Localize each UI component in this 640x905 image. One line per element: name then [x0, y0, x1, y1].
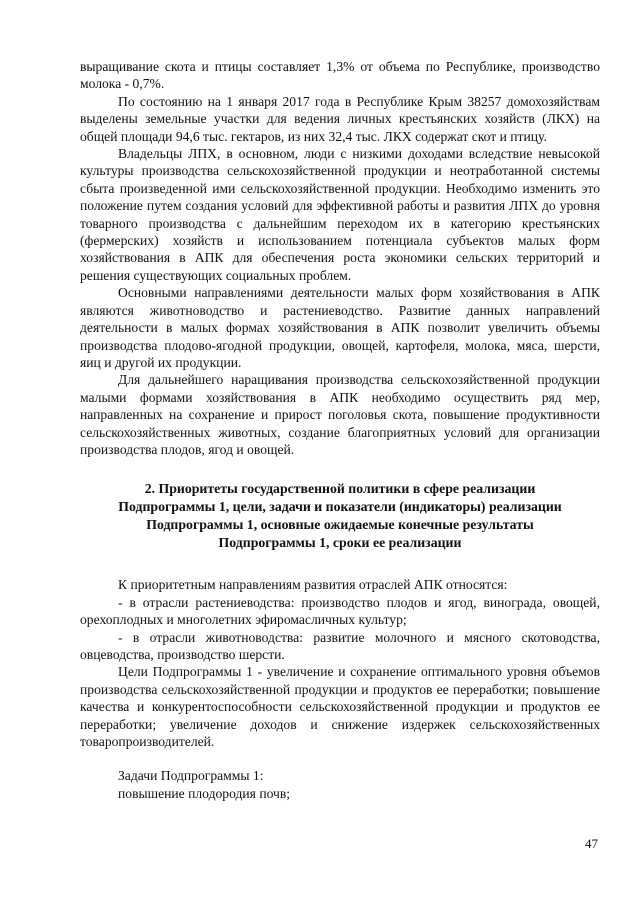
paragraph: Для дальнейшего наращивания производства сельскохозяйственной продукции малыми формами хозяйствования в АПК необходимо осуществить ряд мер, направленных на сохранение и прирост поголовья скота, повышение продуктивности сельскохозяйственных животных, создание благоприятных условий для организации производства плодов, ягод и овощей.	[80, 372, 600, 457]
paragraph: Основными направлениями деятельности малых форм хозяйствования в АПК являются животноводство и растениеводство. Развитие данных направлений деятельности в малых формах хозяйствования в АПК позволит увеличить объемы производства плодово-ягодной продукции, овощей, картофеля, молока, мяса, шерсти, яиц и другой их продукции.	[80, 285, 600, 370]
heading-line: Подпрограммы 1, основные ожидаемые конечные результаты	[146, 517, 534, 533]
paragraph: К приоритетным направлениям развития отраслей АПК относятся:	[118, 577, 508, 593]
paragraph: - в отрасли животноводства: развитие молочного и мясного скотоводства, овцеводства, производство шерсти.	[80, 629, 600, 662]
document-body	[80, 58, 600, 802]
heading-line: Подпрограммы 1, сроки ее реализации	[218, 535, 462, 551]
tasks-title: Задачи Подпрограммы 1:	[118, 768, 264, 784]
paragraph: Цели Подпрограммы 1 - увеличение и сохранение оптимального уровня объемов производства сельскохозяйственной продукции и продуктов ее переработки; повышение качества и конкурентоспособности сельскохозяйственной продукции и продуктов ее переработки; увеличение доходов и снижение издержек сельскохозяйственных товаропроизводителей.	[80, 664, 600, 749]
paragraph: По состоянию на 1 января 2017 года в Республике Крым 38257 домохозяйствам выделены земельные участки для ведения личных крестьянских хозяйств (ЛКХ) на общей площади 94,6 тыс. гектаров, из них 32,4 тыс. ЛКХ содержат скот и птицу.	[80, 93, 600, 144]
page-number: 47	[585, 836, 598, 851]
section-heading	[80, 480, 600, 552]
spacer	[80, 750, 600, 767]
heading-line: Подпрограммы 1, цели, задачи и показатели (индикаторы) реализации	[118, 499, 562, 515]
paragraph: - в отрасли растениеводства: производство плодов и ягод, винограда, овощей, орехоплодных и многолетних эфиромасличных культур;	[80, 594, 600, 628]
paragraph: выращивание скота и птицы составляет 1,3% от объема по Республике, производство молока - 0,7%.	[80, 59, 600, 92]
list-item: повышение плодородия почв;	[118, 785, 291, 801]
paragraph: Владельцы ЛПХ, в основном, люди с низкими доходами вследствие невысокой культуры производства сельскохозяйственной продукции и неотработанной системы сбыта произведенной ими сельскохозяйственной продукции. Необходимо изменить это положение путем создания условий для эффективной работы и развития ЛПХ до уровня товарного производства с дальнейшим переходом их в категорию крестьянских (фермерских) хозяйств и использованием потенциала субъектов малых форм хозяйствования в АПК для обеспечения роста экономики сельских территорий и решения существующих социальных проблем.	[80, 146, 600, 283]
heading-line: 2. Приоритеты государственной политики в сфере реализации	[144, 481, 536, 497]
